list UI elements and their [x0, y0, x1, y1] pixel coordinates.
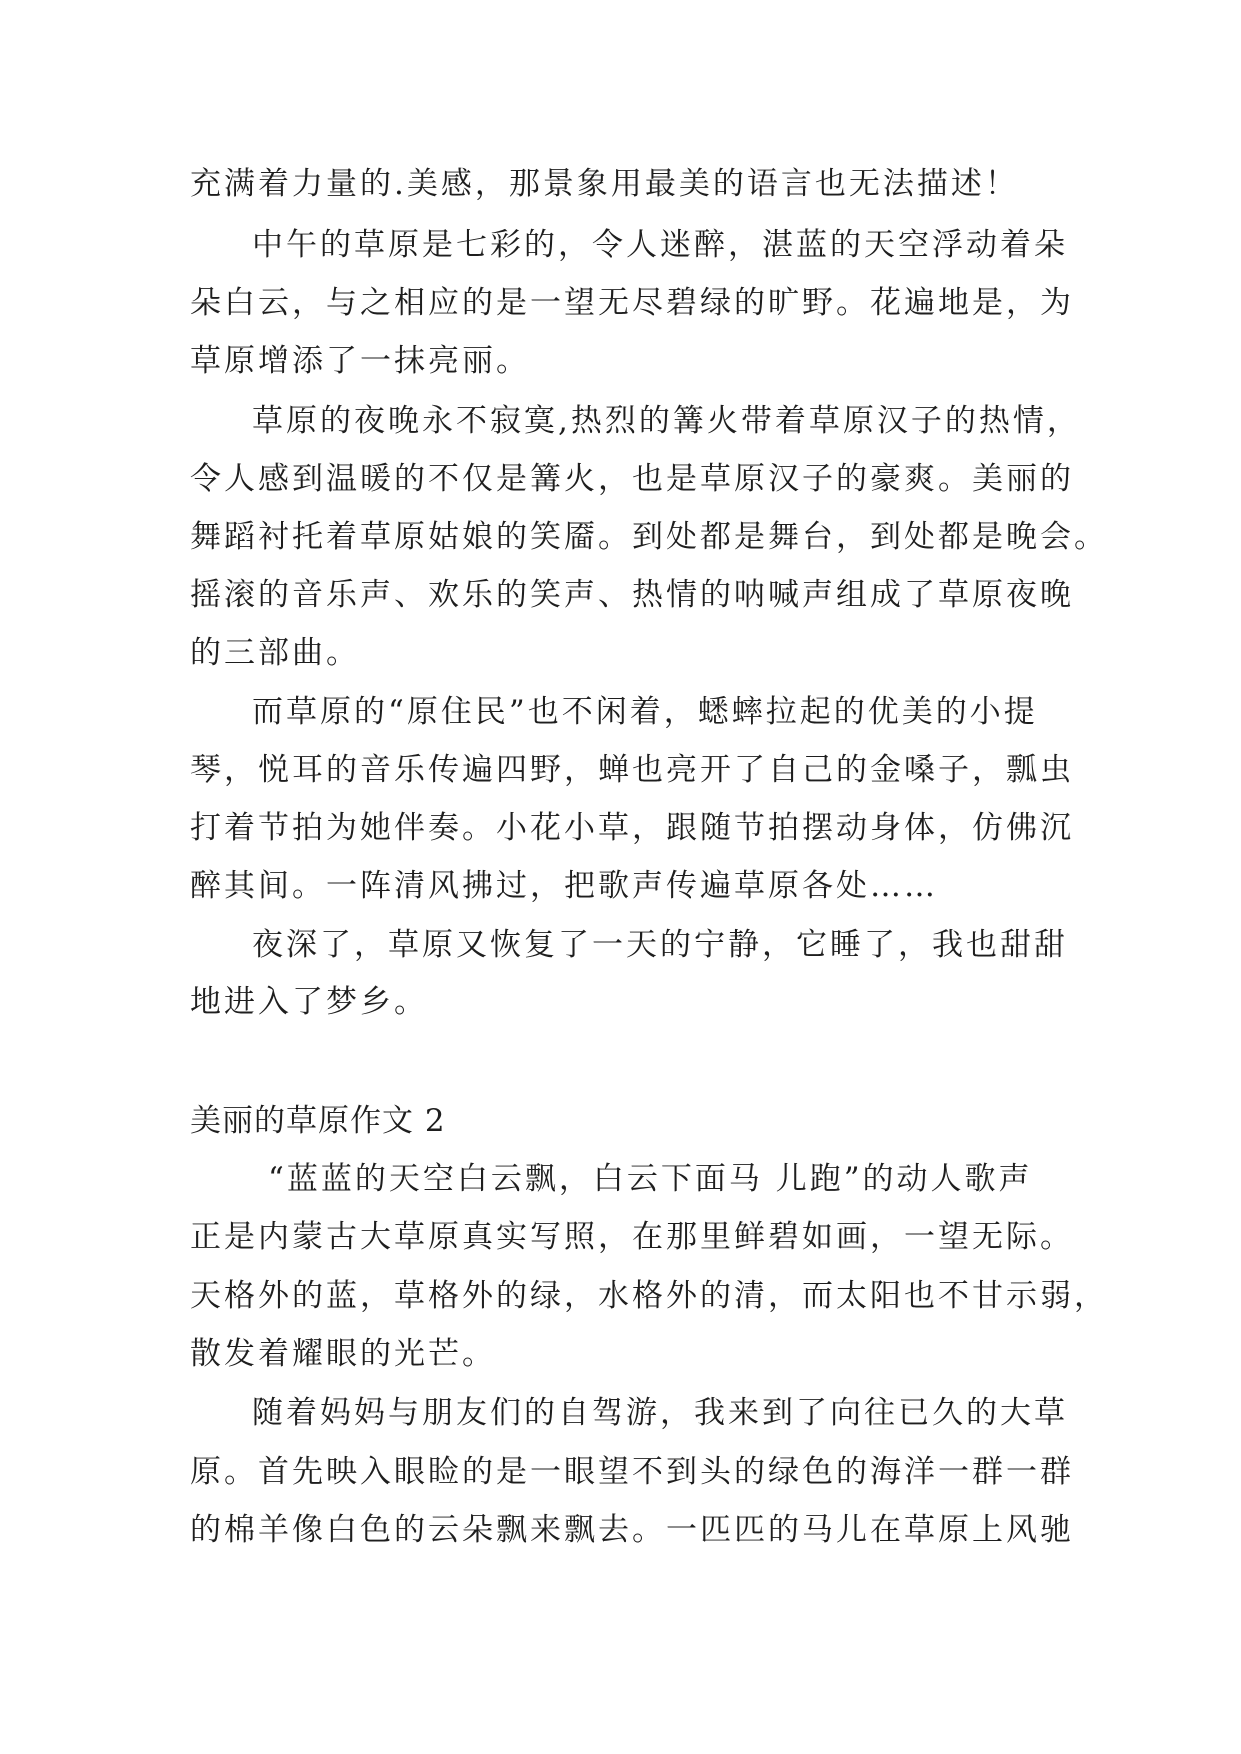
text-line: 朵白云，与之相应的是一望无尽碧绿的旷野。花遍地是，为: [190, 285, 1074, 321]
text-line: 草原增添了一抹亮丽。: [190, 343, 530, 379]
text-line: 地进入了梦乡。: [190, 984, 428, 1020]
text-line: 散发着耀眼的光芒。: [190, 1336, 496, 1372]
paragraph-first-line: 随着妈妈与朋友们的自驾游，我来到了向往已久的大草: [252, 1395, 1068, 1431]
paragraph-first-line: 草原的夜晚永不寂寞,热烈的篝火带着草原汉子的热情，: [252, 403, 1081, 439]
paragraph-first-line: 而草原的“原住民”也不闲着，蟋蟀拉起的优美的小提: [252, 694, 1038, 730]
text-line: 的棉羊像白色的云朵飘来飘去。一匹匹的马儿在草原上风驰: [190, 1512, 1074, 1548]
text-line: 打着节拍为她伴奏。小花小草，跟随节拍摆动身体，仿佛沉: [190, 810, 1074, 846]
text-line: 令人感到温暖的不仅是篝火，也是草原汉子的豪爽。美丽的: [190, 461, 1074, 497]
text-line: 的三部曲。: [190, 635, 360, 671]
text-line: 琴，悦耳的音乐传遍四野，蝉也亮开了自己的金嗓子，瓢虫: [190, 752, 1074, 788]
text-line: 原。首先映入眼睑的是一眼望不到头的绿色的海洋一群一群: [190, 1454, 1074, 1490]
paragraph-first-line: 中午的草原是七彩的，令人迷醉，湛蓝的天空浮动着朵: [252, 227, 1068, 263]
text-line: 醉其间。一阵清风拂过，把歌声传遍草原各处……: [190, 868, 938, 904]
section-heading: 美丽的草原作文 2: [190, 1103, 446, 1139]
paragraph-first-line: 夜深了，草原又恢复了一天的宁静，它睡了，我也甜甜: [252, 927, 1068, 963]
text-line: 摇滚的音乐声、欢乐的笑声、热情的呐喊声组成了草原夜晚: [190, 577, 1074, 613]
text-line: 正是内蒙古大草原真实写照，在那里鲜碧如画，一望无际。: [190, 1219, 1074, 1255]
text-line: 充满着力量的.美感，那景象用最美的语言也无法描述！: [190, 166, 1019, 202]
paragraph-first-line: “蓝蓝的天空白云飘，白云下面马 儿跑”的动人歌声: [268, 1161, 1033, 1197]
text-line: 舞蹈衬托着草原姑娘的笑靥。到处都是舞台，到处都是晚会。: [190, 519, 1108, 555]
text-line: 天格外的蓝，草格外的绿，水格外的清，而太阳也不甘示弱，: [190, 1278, 1108, 1314]
